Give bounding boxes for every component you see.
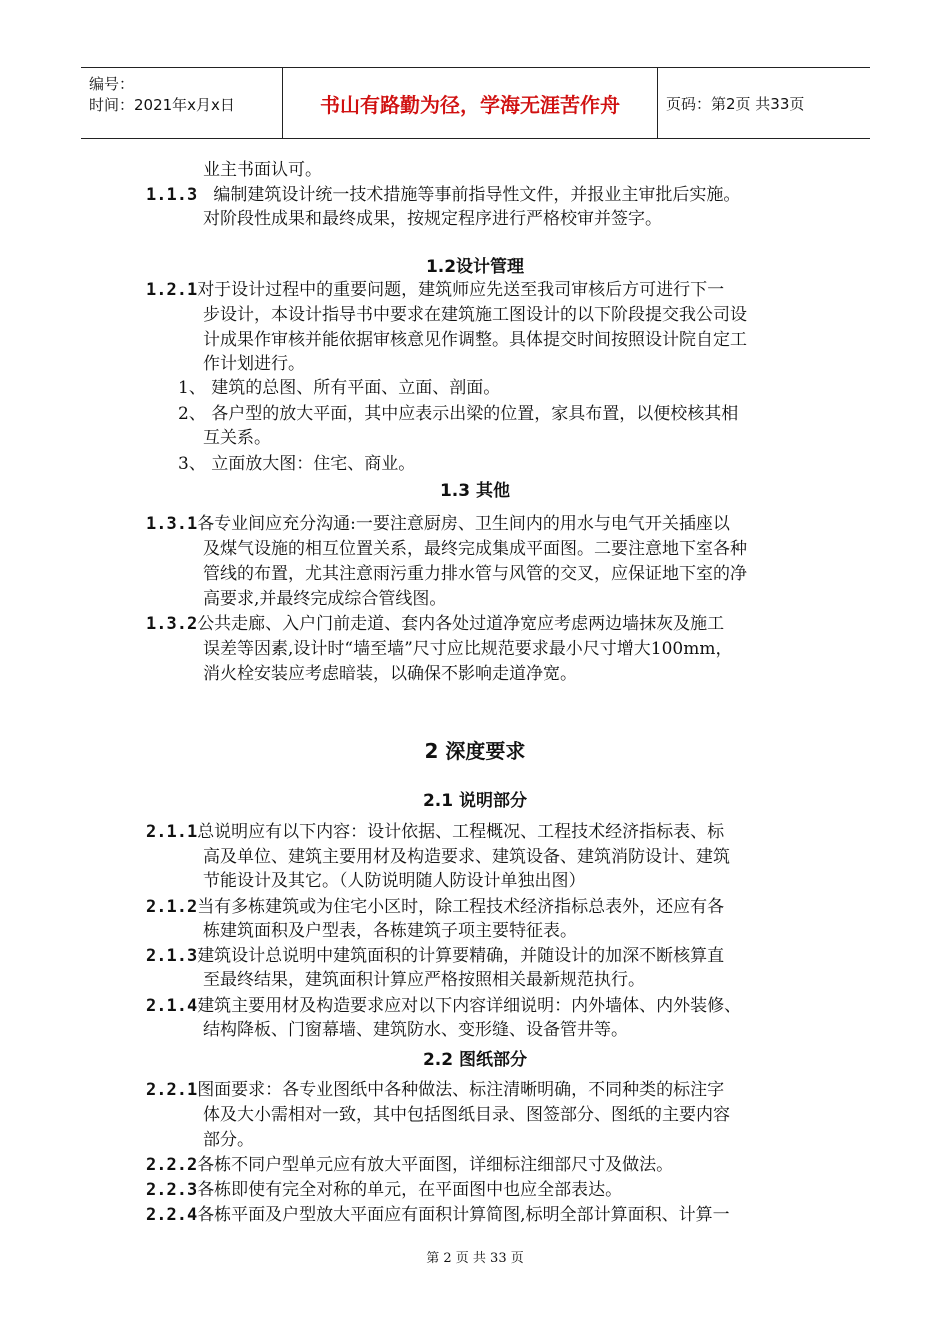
text-line: 及煤气设施的相互位置关系，最终完成集成平面图。二要注意地下室各种 <box>203 539 747 559</box>
clause-1-3-2: 1.3.2公共走廊、入户门前走道、套内各处过道净宽应考虑两边墙抹灰及施工 <box>146 614 725 634</box>
clause-2-2-1: 2.2.1图面要求：各专业图纸中各种做法、标注清晰明确，不同种类的标注字 <box>146 1080 725 1100</box>
text-line: 误差等因素,设计时“墙至墙”尺寸应比规范要求最小尺寸增大100mm， <box>203 639 733 659</box>
section-heading-2-1: 2.1 说明部分 <box>422 791 528 811</box>
clause-2-1-4: 2.1.4建筑主要用材及构造要求应对以下内容详细说明：内外墙体、内外装修、 <box>146 996 742 1016</box>
text-line: 消火栓安装应考虑暗装，以确保不影响走道净宽。 <box>203 664 577 684</box>
clause-1-3-1: 1.3.1各专业间应充分沟通:一要注意厨房、卫生间内的用水与电气开关插座以 <box>146 514 730 534</box>
text-line: 至最终结果，建筑面积计算应严格按照相关最新规范执行。 <box>203 970 645 990</box>
clause-2-2-4: 2.2.4各栋平面及户型放大平面应有面积计算简图,标明全部计算面积、计算一 <box>146 1205 730 1225</box>
time-label: 时间：2021年x月x日 <box>89 96 235 114</box>
list-item: 1、 建筑的总图、所有平面、立面、剖面。 <box>178 378 501 398</box>
text-line: 高及单位、建筑主要用材及构造要求、建筑设备、建筑消防设计、建筑 <box>203 847 730 867</box>
text-line: 计成果作审核并能依据审核意见作调整。具体提交时间按照设计院自定工 <box>203 330 747 350</box>
clause-1-2-1: 1.2.1对于设计过程中的重要问题，建筑师应先送至我司审核后方可进行下一 <box>146 280 725 300</box>
text-line: 互关系。 <box>203 428 271 448</box>
clause-2-1-3: 2.1.3建筑设计总说明中建筑面积的计算要精确，并随设计的加深不断核算直 <box>146 946 725 966</box>
text-line: 体及大小需相对一致，其中包括图纸目录、图签部分、图纸的主要内容 <box>203 1105 730 1125</box>
section-heading-1-3: 1.3 其他 <box>439 481 511 501</box>
section-heading-2-2: 2.2 图纸部分 <box>422 1050 528 1070</box>
page-header <box>81 67 870 139</box>
section-heading-1-2: 1.2设计管理 <box>425 257 525 277</box>
text-line: 部分。 <box>203 1130 254 1150</box>
number-label: 编号： <box>89 75 135 93</box>
list-item: 3、 立面放大图：住宅、商业。 <box>178 454 416 474</box>
text-line: 栋建筑面积及户型表，各栋建筑子项主要特征表。 <box>203 921 577 941</box>
text-line: 高要求,并最终完成综合管线图。 <box>203 589 447 609</box>
text-line: 管线的布置，尤其注意雨污重力排水管与风管的交叉，应保证地下室的净 <box>203 564 747 584</box>
list-item: 2、 各户型的放大平面，其中应表示出梁的位置，家具布置，以便校核其相 <box>178 404 739 424</box>
clause-2-2-2: 2.2.2各栋不同户型单元应有放大平面图，详细标注细部尺寸及做法。 <box>146 1155 674 1175</box>
header-page-label: 页码：第2页 共33页 <box>666 94 805 113</box>
clause-2-1-1: 2.1.1总说明应有以下内容：设计依据、工程概况、工程技术经济指标表、标 <box>146 822 725 842</box>
text-line: 步设计，本设计指导书中要求在建筑施工图设计的以下阶段提交我公司设 <box>203 305 747 325</box>
chapter-heading-2: 2 深度要求 <box>424 739 526 763</box>
clause-2-1-2: 2.1.2当有多栋建筑或为住宅小区时，除工程技术经济指标总表外，还应有各 <box>146 897 725 917</box>
text-line: 结构降板、门窗幕墙、建筑防水、变形缝、设备管井等。 <box>203 1020 628 1040</box>
text-line: 节能设计及其它。（人防说明随人防设计单独出图） <box>203 871 586 891</box>
header-motto: 书山有路勤为径，学海无涯苦作舟 <box>283 68 658 138</box>
text-line: 业主书面认可。 <box>203 160 322 180</box>
page-footer: 第 2 页 共 33 页 <box>426 1251 524 1266</box>
clause-1-1-3: 1.1.3 编制建筑设计统一技术措施等事前指导性文件，并报业主审批后实施。 <box>146 185 741 205</box>
text-line: 对阶段性成果和最终成果，按规定程序进行严格校审并签字。 <box>203 209 662 229</box>
text-line: 作计划进行。 <box>203 354 305 374</box>
clause-2-2-3: 2.2.3各栋即使有完全对称的单元，在平面图中也应全部表达。 <box>146 1180 623 1200</box>
header-meta <box>81 68 283 138</box>
